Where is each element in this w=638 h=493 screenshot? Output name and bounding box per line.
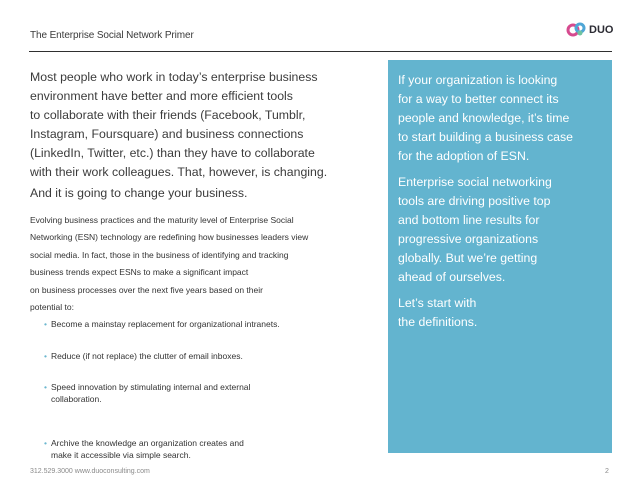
callout-paragraph bbox=[398, 294, 608, 332]
list-item-text: Speed innovation by stimulating internal and external bbox=[51, 382, 251, 392]
callout-line: globally. But we’re getting bbox=[398, 251, 538, 265]
lead-line: (LinkedIn, Twitter, etc.) than they have to collaborate bbox=[30, 146, 315, 160]
list-item-text: Archive the knowledge an organization creates and bbox=[51, 438, 244, 448]
benefits-list bbox=[43, 318, 343, 460]
list-item-text: Reduce (if not replace) the clutter of email inboxes. bbox=[51, 351, 243, 361]
lead-paragraph bbox=[30, 68, 370, 182]
list-item-text: Become a mainstay replacement for organizational intranets. bbox=[51, 319, 280, 329]
callout-line: and bottom line results for bbox=[398, 213, 540, 227]
footer-contact: 312.529.3000 www.duoconsulting.com bbox=[30, 468, 150, 475]
list-item bbox=[43, 437, 343, 461]
list-item bbox=[43, 350, 343, 362]
list-item bbox=[43, 318, 343, 330]
duo-logo-icon bbox=[566, 22, 588, 38]
callout-paragraph bbox=[398, 71, 608, 166]
callout-line: for a way to better connect its bbox=[398, 92, 559, 106]
callout-line: If your organization is looking bbox=[398, 73, 558, 87]
lead-line: to collaborate with their friends (Facebook, Tumblr, bbox=[30, 108, 306, 122]
body-line: Evolving business practices and the maturity level of Enterprise Social bbox=[30, 215, 294, 225]
bullet-icon: • bbox=[44, 351, 47, 361]
body-line: Networking (ESN) technology are redefining how businesses leaders view bbox=[30, 232, 309, 243]
callout-line: for the adoption of ESN. bbox=[398, 149, 530, 163]
body-line: business trends expect ESNs to make a significant impact bbox=[30, 267, 249, 278]
callout-paragraph bbox=[398, 173, 608, 287]
lead-line: Instagram, Foursquare) and business connections bbox=[30, 127, 304, 141]
callout-line: Let’s start with bbox=[398, 296, 477, 310]
callout-line: people and knowledge, it’s time bbox=[398, 111, 570, 125]
body-line: on business processes over the next five years based on their bbox=[30, 284, 263, 295]
body-paragraph bbox=[30, 212, 375, 316]
page-number: 2 bbox=[605, 468, 609, 475]
callout-box bbox=[388, 60, 612, 453]
bullet-icon: • bbox=[44, 382, 47, 392]
callout-line: Enterprise social networking bbox=[398, 175, 552, 189]
list-item bbox=[43, 381, 343, 405]
callout-line: progressive organizations bbox=[398, 232, 539, 246]
header-divider bbox=[29, 51, 612, 52]
lead-line: environment have better and more efficient tools bbox=[30, 89, 293, 103]
list-item-text: make it accessible via simple search. bbox=[51, 450, 191, 460]
body-line: social media. In fact, those in the business of identifying and tracking bbox=[30, 249, 289, 260]
document-title: The Enterprise Social Network Primer bbox=[30, 30, 194, 41]
lead-statement: And it is going to change your business. bbox=[30, 186, 248, 200]
callout-line: to start building a business case bbox=[398, 130, 573, 144]
bullet-icon: • bbox=[44, 438, 47, 448]
callout-line: tools are driving positive top bbox=[398, 194, 551, 208]
bullet-icon: • bbox=[44, 319, 47, 329]
lead-line: Most people who work in today’s enterprise business bbox=[30, 70, 318, 84]
callout-line: ahead of ourselves. bbox=[398, 270, 506, 284]
list-item-text: collaboration. bbox=[51, 394, 102, 404]
duo-logo-text: DUO bbox=[589, 24, 614, 36]
duo-logo bbox=[566, 22, 613, 38]
callout-line: the definitions. bbox=[398, 315, 478, 329]
lead-line: with their work colleagues. That, however, is changing. bbox=[30, 165, 328, 179]
body-line: potential to: bbox=[30, 302, 74, 313]
